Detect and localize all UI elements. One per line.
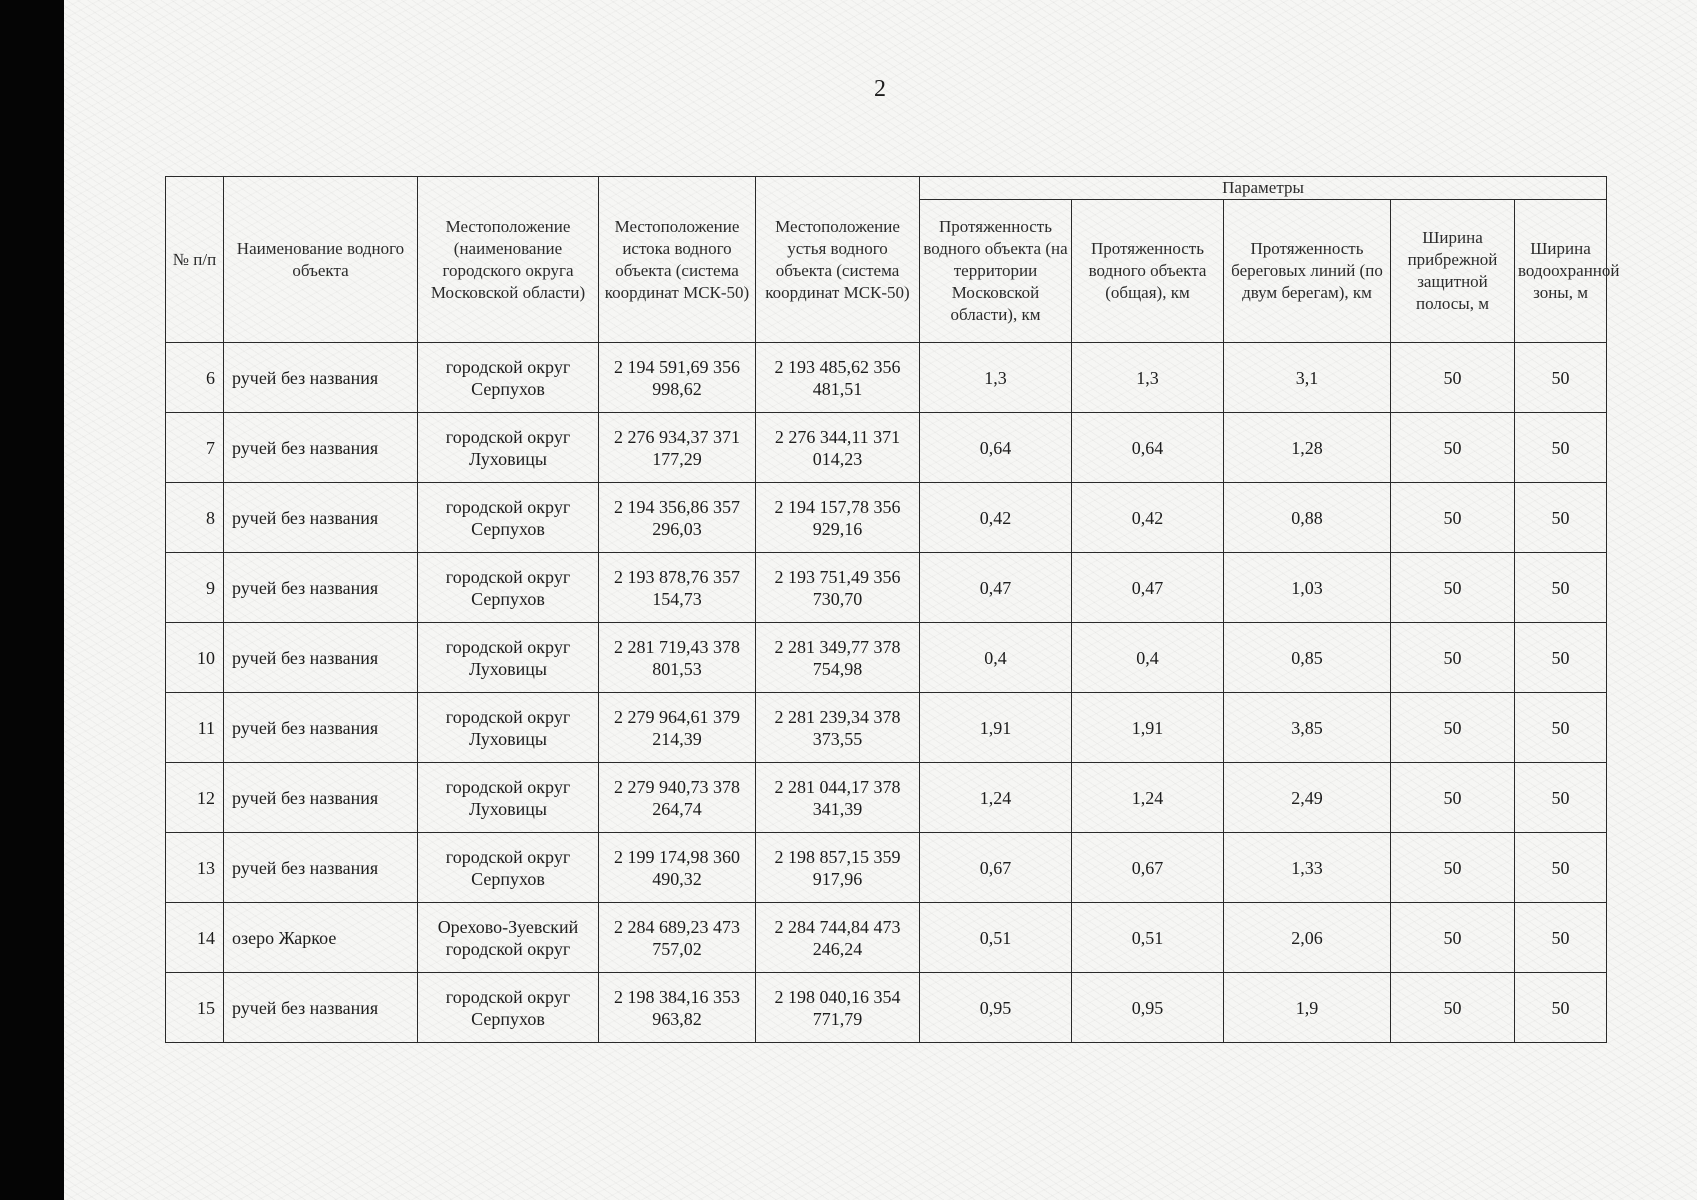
cell-water-zone: 50 bbox=[1515, 833, 1607, 903]
header-water-zone: Ширина водоохранной зоны, м bbox=[1515, 200, 1607, 343]
cell-length-total: 1,3 bbox=[1072, 343, 1224, 413]
cell-length-total: 0,4 bbox=[1072, 623, 1224, 693]
header-row-1 bbox=[166, 177, 1607, 200]
cell-source: 2 279 964,61 379 214,39 bbox=[599, 693, 756, 763]
header-shoreline: Протяженность береговых линий (по двум берегам), км bbox=[1224, 200, 1391, 343]
cell-source: 2 194 356,86 357 296,03 bbox=[599, 483, 756, 553]
cell-location: городской округ Луховицы bbox=[418, 763, 599, 833]
cell-location: городской округ Серпухов bbox=[418, 343, 599, 413]
cell-water-zone: 50 bbox=[1515, 553, 1607, 623]
cell-location: городской округ Луховицы bbox=[418, 413, 599, 483]
cell-coastal-strip: 50 bbox=[1391, 623, 1515, 693]
cell-coastal-strip: 50 bbox=[1391, 903, 1515, 973]
cell-mouth: 2 284 744,84 473 246,24 bbox=[756, 903, 920, 973]
cell-coastal-strip: 50 bbox=[1391, 483, 1515, 553]
cell-length-region: 0,64 bbox=[920, 413, 1072, 483]
cell-length-region: 0,95 bbox=[920, 973, 1072, 1043]
cell-name: озеро Жаркое bbox=[224, 903, 418, 973]
cell-name: ручей без названия bbox=[224, 343, 418, 413]
header-length-total: Протяженность водного объекта (общая), км bbox=[1072, 200, 1224, 343]
cell-num: 14 bbox=[166, 903, 224, 973]
cell-mouth: 2 276 344,11 371 014,23 bbox=[756, 413, 920, 483]
cell-water-zone: 50 bbox=[1515, 903, 1607, 973]
cell-name: ручей без названия bbox=[224, 763, 418, 833]
cell-length-total: 0,67 bbox=[1072, 833, 1224, 903]
header-params-group: Параметры bbox=[920, 177, 1607, 200]
cell-source: 2 198 384,16 353 963,82 bbox=[599, 973, 756, 1043]
cell-location: Орехово-Зуевский городской округ bbox=[418, 903, 599, 973]
cell-coastal-strip: 50 bbox=[1391, 763, 1515, 833]
cell-coastal-strip: 50 bbox=[1391, 553, 1515, 623]
cell-location: городской округ Луховицы bbox=[418, 623, 599, 693]
header-source: Местоположение истока водного объекта (система координат МСК-50) bbox=[599, 177, 756, 343]
cell-length-total: 1,24 bbox=[1072, 763, 1224, 833]
cell-water-zone: 50 bbox=[1515, 693, 1607, 763]
cell-source: 2 281 719,43 378 801,53 bbox=[599, 623, 756, 693]
cell-mouth: 2 281 349,77 378 754,98 bbox=[756, 623, 920, 693]
cell-num: 6 bbox=[166, 343, 224, 413]
table-row bbox=[166, 483, 1607, 553]
table-row bbox=[166, 343, 1607, 413]
cell-water-zone: 50 bbox=[1515, 623, 1607, 693]
table-row bbox=[166, 903, 1607, 973]
cell-source: 2 284 689,23 473 757,02 bbox=[599, 903, 756, 973]
cell-length-region: 0,42 bbox=[920, 483, 1072, 553]
cell-length-region: 0,4 bbox=[920, 623, 1072, 693]
cell-water-zone: 50 bbox=[1515, 343, 1607, 413]
cell-source: 2 276 934,37 371 177,29 bbox=[599, 413, 756, 483]
cell-mouth: 2 193 751,49 356 730,70 bbox=[756, 553, 920, 623]
table-row bbox=[166, 553, 1607, 623]
cell-water-zone: 50 bbox=[1515, 483, 1607, 553]
header-length-region: Протяженность водного объекта (на территории Московской области), км bbox=[920, 200, 1072, 343]
table-row bbox=[166, 413, 1607, 483]
cell-shoreline: 0,88 bbox=[1224, 483, 1391, 553]
cell-shoreline: 3,1 bbox=[1224, 343, 1391, 413]
header-coastal-strip: Ширина прибрежной защитной полосы, м bbox=[1391, 200, 1515, 343]
cell-shoreline: 1,33 bbox=[1224, 833, 1391, 903]
cell-shoreline: 2,06 bbox=[1224, 903, 1391, 973]
table-row bbox=[166, 693, 1607, 763]
cell-shoreline: 3,85 bbox=[1224, 693, 1391, 763]
cell-name: ручей без названия bbox=[224, 833, 418, 903]
cell-water-zone: 50 bbox=[1515, 413, 1607, 483]
header-num: № п/п bbox=[166, 177, 224, 343]
scan-dark-edge bbox=[0, 0, 64, 1200]
cell-length-region: 1,91 bbox=[920, 693, 1072, 763]
cell-num: 10 bbox=[166, 623, 224, 693]
cell-name: ручей без названия bbox=[224, 553, 418, 623]
cell-length-total: 0,51 bbox=[1072, 903, 1224, 973]
cell-location: городской округ Серпухов bbox=[418, 553, 599, 623]
cell-water-zone: 50 bbox=[1515, 973, 1607, 1043]
cell-coastal-strip: 50 bbox=[1391, 693, 1515, 763]
cell-coastal-strip: 50 bbox=[1391, 833, 1515, 903]
cell-length-region: 0,67 bbox=[920, 833, 1072, 903]
cell-num: 8 bbox=[166, 483, 224, 553]
cell-location: городской округ Серпухов bbox=[418, 483, 599, 553]
cell-mouth: 2 281 239,34 378 373,55 bbox=[756, 693, 920, 763]
cell-shoreline: 1,9 bbox=[1224, 973, 1391, 1043]
cell-coastal-strip: 50 bbox=[1391, 973, 1515, 1043]
cell-mouth: 2 198 040,16 354 771,79 bbox=[756, 973, 920, 1043]
cell-mouth: 2 193 485,62 356 481,51 bbox=[756, 343, 920, 413]
cell-coastal-strip: 50 bbox=[1391, 413, 1515, 483]
cell-source: 2 194 591,69 356 998,62 bbox=[599, 343, 756, 413]
cell-mouth: 2 194 157,78 356 929,16 bbox=[756, 483, 920, 553]
cell-length-region: 0,47 bbox=[920, 553, 1072, 623]
cell-shoreline: 0,85 bbox=[1224, 623, 1391, 693]
cell-coastal-strip: 50 bbox=[1391, 343, 1515, 413]
header-name: Наименование водного объекта bbox=[224, 177, 418, 343]
cell-name: ручей без названия bbox=[224, 483, 418, 553]
cell-location: городской округ Серпухов bbox=[418, 973, 599, 1043]
cell-shoreline: 1,28 bbox=[1224, 413, 1391, 483]
cell-water-zone: 50 bbox=[1515, 763, 1607, 833]
cell-length-total: 0,95 bbox=[1072, 973, 1224, 1043]
cell-num: 13 bbox=[166, 833, 224, 903]
table-row bbox=[166, 833, 1607, 903]
water-objects-table bbox=[165, 176, 1620, 1043]
cell-name: ручей без названия bbox=[224, 973, 418, 1043]
cell-source: 2 193 878,76 357 154,73 bbox=[599, 553, 756, 623]
table-row bbox=[166, 623, 1607, 693]
cell-num: 11 bbox=[166, 693, 224, 763]
cell-num: 9 bbox=[166, 553, 224, 623]
cell-length-region: 1,3 bbox=[920, 343, 1072, 413]
cell-length-total: 0,47 bbox=[1072, 553, 1224, 623]
page-number: 2 bbox=[874, 76, 886, 102]
cell-length-total: 0,64 bbox=[1072, 413, 1224, 483]
cell-location: городской округ Луховицы bbox=[418, 693, 599, 763]
cell-mouth: 2 281 044,17 378 341,39 bbox=[756, 763, 920, 833]
cell-num: 7 bbox=[166, 413, 224, 483]
cell-num: 15 bbox=[166, 973, 224, 1043]
cell-length-region: 0,51 bbox=[920, 903, 1072, 973]
header-mouth: Местоположение устья водного объекта (система координат МСК-50) bbox=[756, 177, 920, 343]
table-row bbox=[166, 763, 1607, 833]
table-row bbox=[166, 973, 1607, 1043]
cell-length-total: 1,91 bbox=[1072, 693, 1224, 763]
cell-shoreline: 1,03 bbox=[1224, 553, 1391, 623]
cell-source: 2 279 940,73 378 264,74 bbox=[599, 763, 756, 833]
cell-name: ручей без названия bbox=[224, 693, 418, 763]
cell-location: городской округ Серпухов bbox=[418, 833, 599, 903]
cell-source: 2 199 174,98 360 490,32 bbox=[599, 833, 756, 903]
cell-shoreline: 2,49 bbox=[1224, 763, 1391, 833]
cell-length-total: 0,42 bbox=[1072, 483, 1224, 553]
cell-name: ручей без названия bbox=[224, 623, 418, 693]
header-location: Местоположение (наименование городского округа Московской области) bbox=[418, 177, 599, 343]
cell-num: 12 bbox=[166, 763, 224, 833]
cell-mouth: 2 198 857,15 359 917,96 bbox=[756, 833, 920, 903]
cell-length-region: 1,24 bbox=[920, 763, 1072, 833]
cell-name: ручей без названия bbox=[224, 413, 418, 483]
